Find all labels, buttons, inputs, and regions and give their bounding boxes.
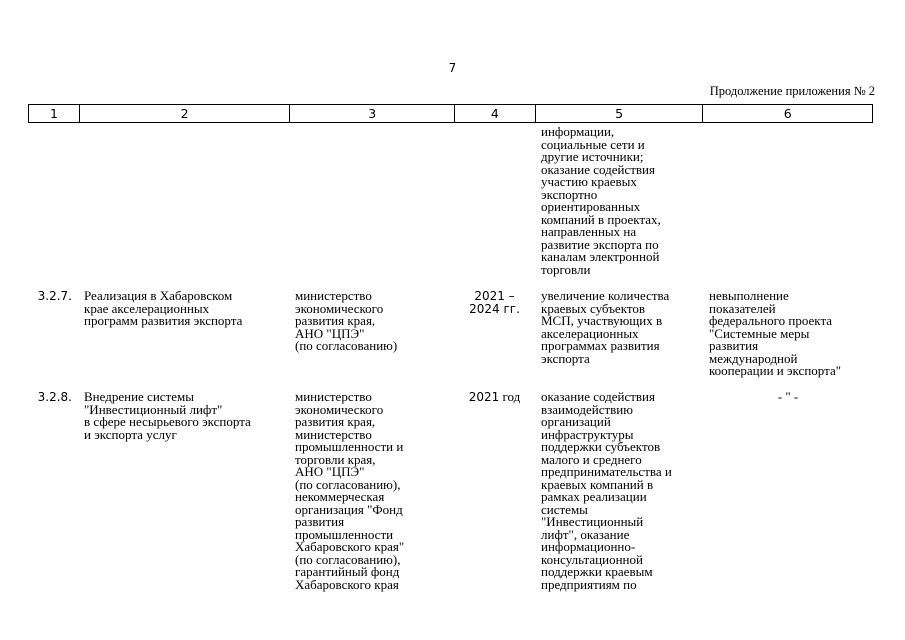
result-cell: увеличение количества краевых субъектов МСП, участвующих в акселерационных программах развития экспорта bbox=[541, 288, 670, 366]
table-row bbox=[28, 391, 873, 591]
period-word: год bbox=[499, 389, 521, 404]
period-year: 2021 bbox=[468, 390, 500, 404]
continuation-label: Продолжение приложения № 2 bbox=[709, 84, 875, 98]
event-cell: Внедрение системы "Инвестиционный лифт" в сфере несырьевого экспорта и экспорта услуг bbox=[84, 389, 251, 442]
table-row-continuation bbox=[28, 126, 873, 276]
table-row bbox=[28, 290, 873, 378]
header-col-2: 2 bbox=[79, 105, 290, 122]
executor-cell: министерство экономического развития края, АНО "ЦПЭ" (по согласованию) bbox=[295, 288, 398, 353]
row-number: 3.2.8. bbox=[37, 390, 72, 404]
consequence-cell: невыполнение показателей федерального проекта "Системные меры развития международной кооперации и экспорта" bbox=[709, 288, 842, 378]
consequence-cell: - " - bbox=[777, 389, 799, 404]
table-header-row bbox=[28, 104, 873, 123]
result-cell: информации, социальные сети и другие источники; оказание содействия участию краевых экспортно ориентированных компаний в проектах, направленных на развитие экспорта по каналам электронной торговли bbox=[541, 124, 661, 277]
header-col-6: 6 bbox=[702, 105, 872, 122]
page-number: 7 bbox=[448, 61, 457, 75]
header-col-3: 3 bbox=[289, 105, 454, 122]
result-cell: оказание содействия взаимодействию организаций инфраструктуры поддержки субъектов малого и среднего предпринимательства и краевых компаний в рамках реализации системы "Инвестиционный лифт", оказание информационно- консультационной поддержки краевым предприятиям по bbox=[541, 389, 672, 592]
event-cell: Реализация в Хабаровском крае акселерационных программ развития экспорта bbox=[84, 288, 243, 328]
header-col-5: 5 bbox=[535, 105, 703, 122]
row-number: 3.2.7. bbox=[37, 289, 72, 303]
period-cell bbox=[454, 391, 535, 591]
header-col-1: 1 bbox=[49, 106, 58, 121]
executor-cell: министерство экономического развития края, министерство промышленности и торговли края, АНО "ЦПЭ" (по согласованию), некоммерческая организация "Фонд развития промышленности Хабаровского края" (по согласованию), гарантийный фонд Хабаровского края bbox=[295, 389, 405, 592]
header-col-4: 4 bbox=[454, 105, 535, 122]
period-cell: 2021 – 2024 гг. bbox=[469, 289, 520, 316]
